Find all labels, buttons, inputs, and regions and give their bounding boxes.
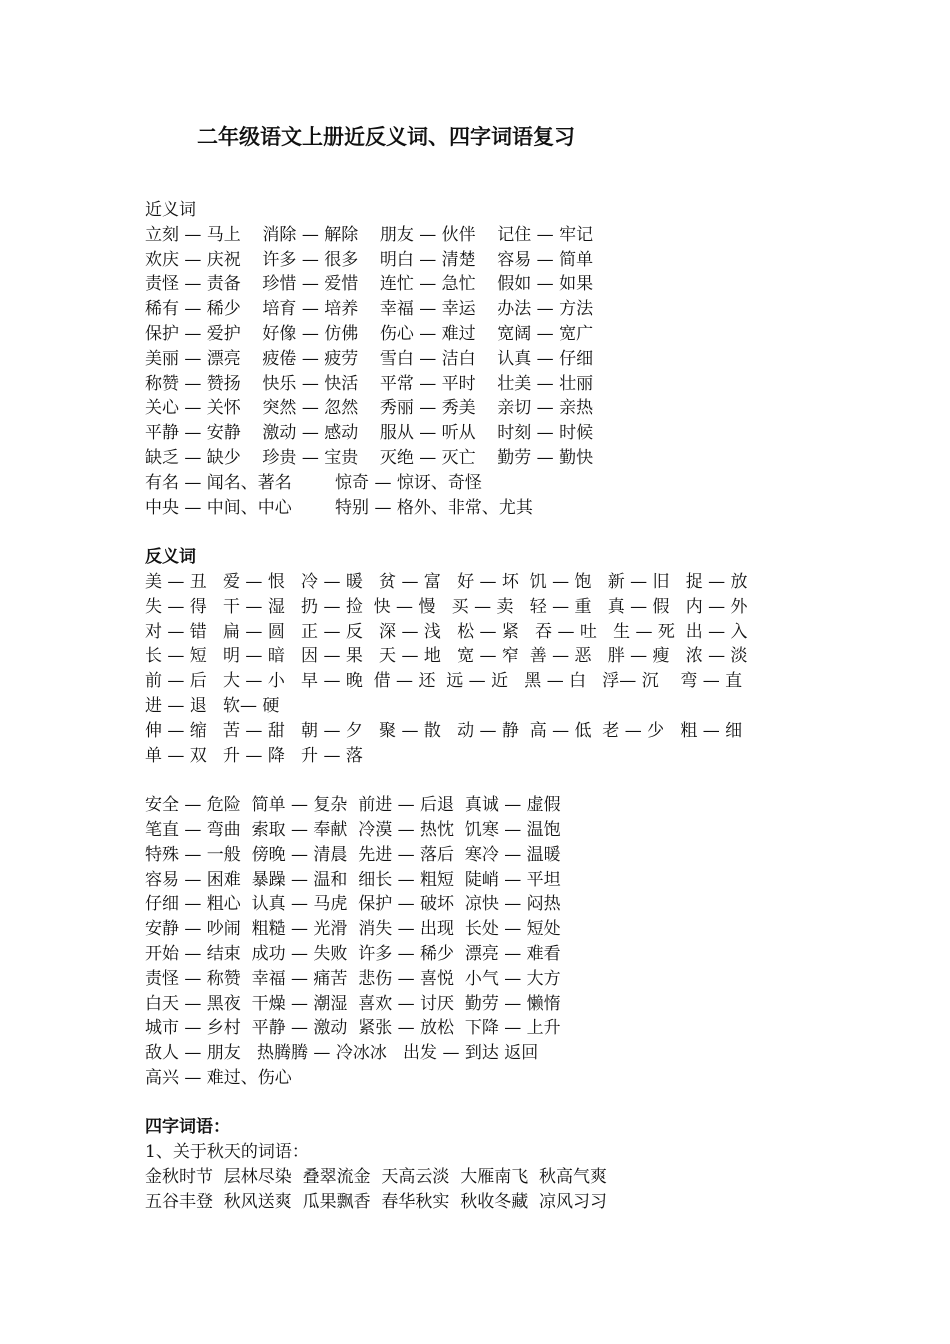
antonym-pair-line: 开始 — 结束 成功 — 失败 许多 — 稀少 漂亮 — 难看 [145,943,561,964]
antonym-line: 对 — 错 扁 — 圆 正 — 反 深 — 浅 松 — 紧 吞 — 吐 生 — 死 出 — 入 [145,621,748,642]
antonym-pair-line: 高兴 — 难过、伤心 [145,1067,292,1088]
antonym-pair-line: 笔直 — 弯曲 索取 — 奉献 冷漠 — 热忱 饥寒 — 温饱 [145,819,561,840]
four-char-line: 金秋时节 层林尽染 叠翠流金 天高云淡 大雁南飞 秋高气爽 [145,1167,608,1188]
antonym-line: 美 — 丑 爱 — 恨 冷 — 暖 贫 — 富 好 — 坏 饥 — 饱 新 — 旧 捉 — 放 [145,571,748,592]
spacer [145,520,825,545]
spacer [145,1091,825,1116]
antonym-line: 失 — 得 干 — 湿 扔 — 捡 快 — 慢 买 — 卖 轻 — 重 真 — 假 内 — 外 [145,596,748,617]
antonym-pair-line: 责怪 — 称赞 幸福 — 痛苦 悲伤 — 喜悦 小气 — 大方 [145,968,561,989]
antonym-pair-line: 安全 — 危险 简单 — 复杂 前进 — 后退 真诚 — 虚假 [145,795,561,816]
synonym-line: 责怪 — 责备 珍惜 — 爱惜 连忙 — 急忙 假如 — 如果 [145,274,594,295]
antonym-pair-line: 城市 — 乡村 平静 — 激动 紧张 — 放松 下降 — 上升 [145,1018,561,1039]
four-char-subheading: 1、关于秋天的词语： [145,1142,309,1163]
synonym-line: 中央 — 中间、中心 特别 — 格外、非常、尤其 [145,497,533,518]
antonym-line: 单 — 双 升 — 降 升 — 落 [145,745,363,766]
document-body [145,198,825,1215]
antonym-pair-line: 敌人 — 朋友 热腾腾 — 冷冰冰 出发 — 到达 返回 [145,1043,539,1064]
antonym-pair-line: 特殊 — 一般 傍晚 — 清晨 先进 — 落后 寒冷 — 温暖 [145,844,561,865]
antonyms-heading: 反义词 [145,547,196,568]
synonym-line: 保护 — 爱护 好像 — 仿佛 伤心 — 难过 宽阔 — 宽广 [145,323,594,344]
synonym-line: 稀有 — 稀少 培育 — 培养 幸福 — 幸运 办法 — 方法 [145,299,594,320]
antonym-line: 进 — 退 软— 硬 [145,695,280,716]
synonym-line: 欢庆 — 庆祝 许多 — 很多 明白 — 清楚 容易 — 简单 [145,249,594,270]
synonym-line: 称赞 — 赞扬 快乐 — 快活 平常 — 平时 壮美 — 壮丽 [145,373,594,394]
antonym-pair-line: 安静 — 吵闹 粗糙 — 光滑 消失 — 出现 长处 — 短处 [145,919,561,940]
synonyms-heading: 近义词 [145,200,196,220]
spacer [145,768,825,793]
synonym-line: 缺乏 — 缺少 珍贵 — 宝贵 灭绝 — 灭亡 勤劳 — 勤快 [145,447,594,468]
antonyms-section [145,545,825,1091]
synonyms-section [145,198,825,520]
synonym-line: 平静 — 安静 激动 — 感动 服从 — 听从 时刻 — 时候 [145,423,594,444]
page-title: 二年级语文上册近反义词、四字词语复习 [197,124,575,149]
synonym-line: 美丽 — 漂亮 疲倦 — 疲劳 雪白 — 洁白 认真 — 仔细 [145,348,594,369]
antonym-pair-line: 仔细 — 粗心 认真 — 马虎 保护 — 破坏 凉快 — 闷热 [145,894,561,915]
four-char-line: 五谷丰登 秋风送爽 瓜果飘香 春华秋实 秋收冬藏 凉风习习 [145,1191,608,1212]
four-char-heading: 四字词语： [145,1117,230,1138]
synonym-line: 关心 — 关怀 突然 — 忽然 秀丽 — 秀美 亲切 — 亲热 [145,398,594,419]
synonym-line: 有名 — 闻名、著名 惊奇 — 惊讶、奇怪 [145,472,482,493]
antonym-pair-line: 容易 — 困难 暴躁 — 温和 细长 — 粗短 陡峭 — 平坦 [145,869,561,890]
synonym-line: 立刻 — 马上 消除 — 解除 朋友 — 伙伴 记住 — 牢记 [145,224,594,245]
antonym-pair-line: 白天 — 黑夜 干燥 — 潮湿 喜欢 — 讨厌 勤劳 — 懒惰 [145,993,561,1014]
four-char-section [145,1115,825,1214]
antonym-line: 伸 — 缩 苦 — 甜 朝 — 夕 聚 — 散 动 — 静 高 — 低 老 — 少 粗 — 细 [145,720,743,741]
antonym-line: 长 — 短 明 — 暗 因 — 果 天 — 地 宽 — 窄 善 — 恶 胖 — 瘦 浓 — 淡 [145,646,748,667]
antonym-line: 前 — 后 大 — 小 早 — 晚 借 — 还 远 — 近 黑 — 白 浮— 沉 弯 — 直 [145,671,743,692]
